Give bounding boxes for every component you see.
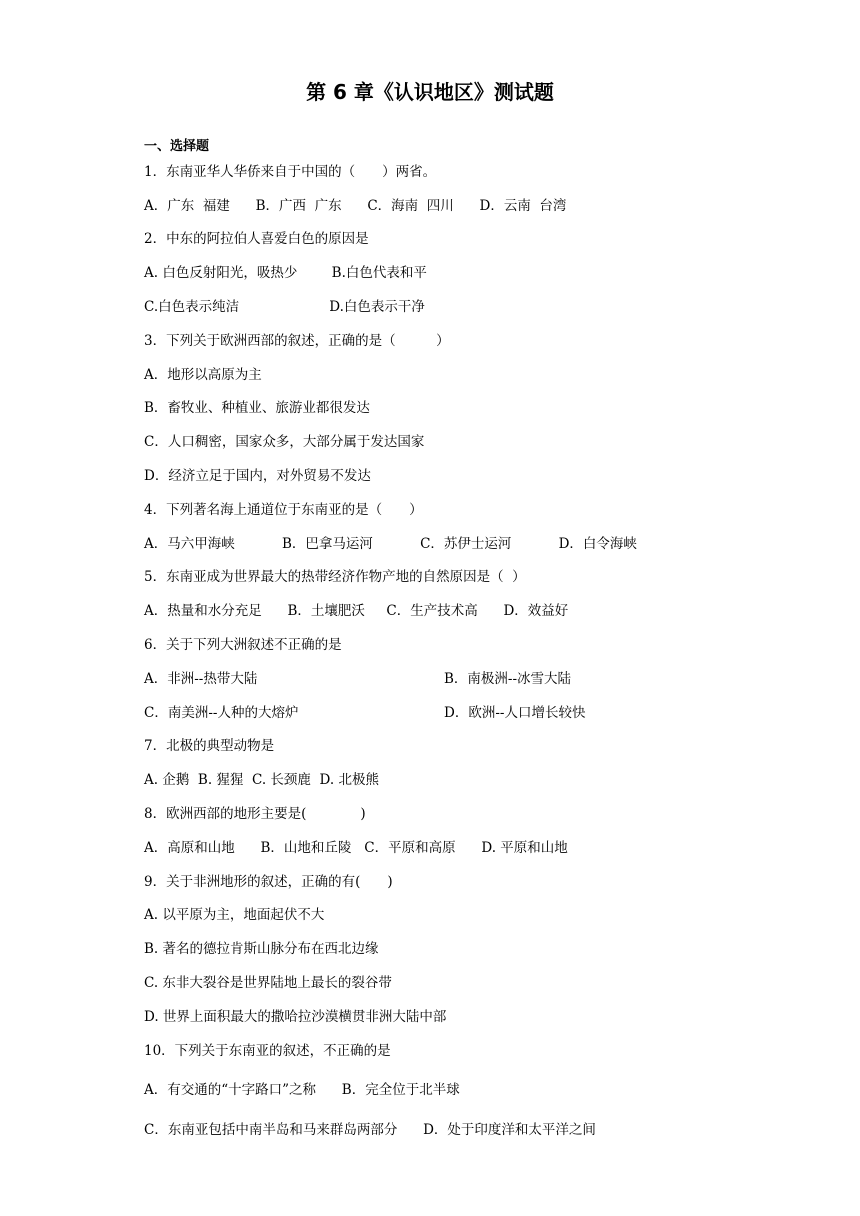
question-3: 3．下列关于欧洲西部的叙述，正确的是（ ） xyxy=(144,333,450,349)
question-3-option-b: B．畜牧业、种植业、旅游业都很发达 xyxy=(144,400,370,416)
question-3-option-d: D．经济立足于国内，对外贸易不发达 xyxy=(144,468,371,484)
question-6: 6．关于下列大洲叙述不正确的是 xyxy=(144,637,342,653)
question-6-option-a: A．非洲--热带大陆 xyxy=(144,671,258,687)
question-6-option-b: B．南极洲--冰雪大陆 xyxy=(444,671,572,687)
question-2: 2．中东的阿拉伯人喜爱白色的原因是 xyxy=(144,231,369,247)
question-8-options: A．高原和山地 B．山地和丘陵 C．平原和高原 D. 平原和山地 xyxy=(144,840,568,856)
question-3-option-c: C．人口稠密，国家众多，大部分属于发达国家 xyxy=(144,434,425,450)
question-7-options: A. 企鹅 B. 猩猩 C. 长颈鹿 D. 北极熊 xyxy=(144,772,379,788)
question-10-options-cd: C．东南亚包括中南半岛和马来群岛两部分 D．处于印度洋和太平洋之间 xyxy=(144,1122,596,1138)
page-title: 第 6 章《认识地区》测试题 xyxy=(306,80,554,104)
question-4-options: A．马六甲海峡 B．巴拿马运河 C．苏伊士运河 D．白令海峡 xyxy=(144,536,637,552)
question-9-option-b: B. 著名的德拉肯斯山脉分布在西北边缘 xyxy=(144,941,379,957)
question-9-option-c: C. 东非大裂谷是世界陆地上最长的裂谷带 xyxy=(144,975,392,991)
question-9: 9．关于非洲地形的叙述，正确的有( ) xyxy=(144,874,393,890)
question-8: 8．欧洲西部的地形主要是( ) xyxy=(144,806,366,822)
question-2-options-ab: A. 白色反射阳光，吸热少 B.白色代表和平 xyxy=(144,265,427,281)
question-4: 4．下列著名海上通道位于东南亚的是（ ） xyxy=(144,502,423,518)
question-7: 7．北极的典型动物是 xyxy=(144,738,275,754)
question-5-options: A．热量和水分充足 B．土壤肥沃 C．生产技术高 D．效益好 xyxy=(144,603,569,619)
section-heading: 一、选择题 xyxy=(144,139,210,154)
question-10-options-ab: A．有交通的“十字路口”之称 B．完全位于北半球 xyxy=(144,1082,460,1098)
question-2-options-cd: C.白色表示纯洁 D.白色表示干净 xyxy=(144,299,425,315)
question-6-option-d: D．欧洲--人口增长较快 xyxy=(444,705,586,721)
question-5: 5．东南亚成为世界最大的热带经济作物产地的自然原因是（ ） xyxy=(144,569,526,585)
question-1: 1．东南亚华人华侨来自于中国的（ ）两省。 xyxy=(144,164,437,180)
question-10: 10．下列关于东南亚的叙述，不正确的是 xyxy=(144,1043,391,1059)
question-3-option-a: A．地形以高原为主 xyxy=(144,367,262,383)
question-6-option-c: C．南美洲--人种的大熔炉 xyxy=(144,705,299,721)
question-9-option-d: D. 世界上面积最大的撒哈拉沙漠横贯非洲大陆中部 xyxy=(144,1009,447,1025)
question-1-options: A．广东 福建 B．广西 广东 C．海南 四川 D．云南 台湾 xyxy=(144,198,567,214)
question-9-option-a: A. 以平原为主，地面起伏不大 xyxy=(144,907,325,923)
